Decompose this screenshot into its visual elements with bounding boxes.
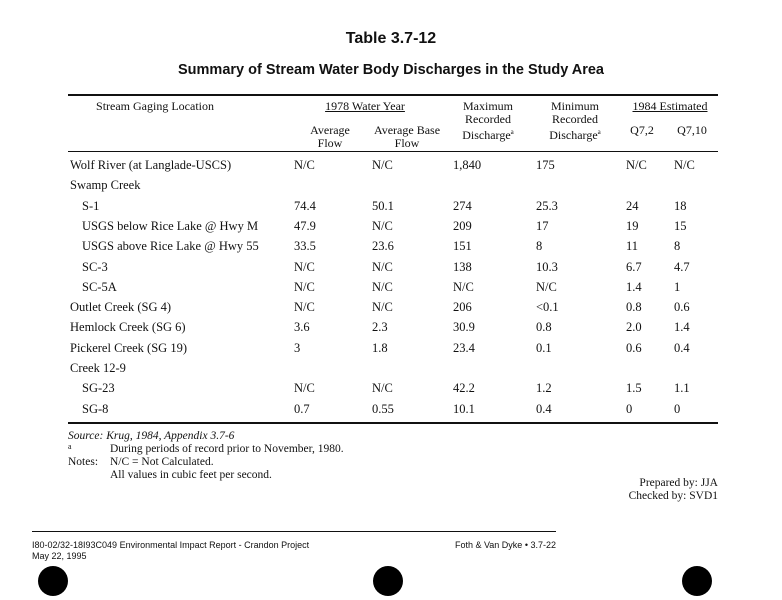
row-cell: 74.4 [294, 199, 316, 213]
row-cell: N/C [372, 219, 393, 233]
row-cell: 18 [674, 199, 687, 213]
row-cell: N/C [453, 280, 474, 294]
row-cell: 138 [453, 260, 472, 274]
row-cell: 10.3 [536, 260, 558, 274]
row-cell: N/C [372, 300, 393, 314]
row-cell: 1.4 [626, 280, 642, 294]
footer-rule [32, 531, 556, 532]
row-cell: 175 [536, 158, 555, 172]
row-cell: 3.6 [294, 320, 310, 334]
row-cell: 23.4 [453, 341, 475, 355]
row-cell: 4.7 [674, 260, 690, 274]
row-cell: 0.6 [674, 300, 690, 314]
row-cell: N/C [294, 280, 315, 294]
row-cell: 6.7 [626, 260, 642, 274]
footer-date: May 22, 1995 [32, 551, 87, 561]
row-label: Outlet Creek (SG 4) [70, 300, 172, 314]
row-cell: 206 [453, 300, 472, 314]
row-cell: 0 [626, 402, 633, 416]
row-cell: 1.1 [674, 381, 690, 395]
row-cell: N/C [372, 280, 393, 294]
row-cell: 0.8 [626, 300, 642, 314]
row-label: USGS above Rice Lake @ Hwy 55 [82, 239, 259, 253]
note-units: All values in cubic feet per second. [110, 469, 272, 481]
row-cell: 15 [674, 219, 687, 233]
row-label: Creek 12-9 [70, 361, 126, 375]
row-cell: 17 [536, 219, 549, 233]
row-cell: 19 [626, 219, 639, 233]
row-label: Pickerel Creek (SG 19) [70, 341, 187, 355]
note-not-calculated: N/C = Not Calculated. [110, 456, 214, 468]
row-label: SC-5A [82, 280, 117, 294]
row-label: Swamp Creek [70, 178, 141, 192]
footnote-text: During periods of record prior to November, 1980. [110, 443, 344, 455]
table-subtitle: Summary of Stream Water Body Discharges in the Study Area [178, 62, 604, 78]
row-cell: 0.55 [372, 402, 394, 416]
row-label: S-1 [82, 199, 100, 213]
row-cell: 1,840 [453, 158, 482, 172]
prepared-by: Prepared by: JJA [639, 477, 718, 489]
header-bottom-rule [68, 151, 718, 152]
row-cell: 11 [626, 239, 639, 253]
row-cell: 1.8 [372, 341, 388, 355]
header-q7-2: Q7,2 [630, 123, 654, 137]
row-cell: 0.6 [626, 341, 642, 355]
row-cell: <0.1 [536, 300, 559, 314]
row-cell: 1.2 [536, 381, 552, 395]
row-cell: 0.1 [536, 341, 552, 355]
table-title: Table 3.7-12 [345, 30, 437, 47]
table-top-rule [68, 94, 718, 96]
footer-document-id: I80-02/32-18I93C049 Environmental Impact Report - Crandon Project [32, 540, 310, 550]
binder-hole-right [682, 566, 712, 596]
row-cell: N/C [372, 260, 393, 274]
row-label: Wolf River (at Langlade-USCS) [70, 158, 232, 172]
row-cell: N/C [626, 158, 647, 172]
row-label: SC-3 [82, 260, 108, 274]
row-cell: N/C [294, 381, 315, 395]
row-cell: 209 [453, 219, 472, 233]
row-label: SG-23 [82, 381, 115, 395]
checked-by: Checked by: SVD1 [628, 490, 718, 502]
row-cell: 274 [453, 199, 472, 213]
row-cell: 50.1 [372, 199, 394, 213]
row-cell: N/C [536, 280, 557, 294]
row-cell: 0 [674, 402, 681, 416]
row-cell: N/C [294, 158, 315, 172]
footer-page-number: Foth & Van Dyke • 3.7-22 [454, 540, 556, 550]
row-cell: 10.1 [453, 402, 475, 416]
row-cell: 1.4 [674, 320, 690, 334]
table-bottom-rule [68, 422, 718, 424]
binder-hole-center [373, 566, 403, 596]
row-cell: N/C [372, 381, 393, 395]
header-q7-10: Q7,10 [677, 123, 707, 137]
row-cell: 33.5 [294, 239, 316, 253]
row-cell: N/C [294, 260, 315, 274]
binder-hole-left [38, 566, 68, 596]
row-cell: 30.9 [453, 320, 475, 334]
header-location: Stream Gaging Location [96, 99, 214, 113]
row-cell: N/C [294, 300, 315, 314]
row-cell: 0.4 [674, 341, 690, 355]
row-cell: 24 [626, 199, 639, 213]
row-cell: N/C [674, 158, 695, 172]
row-cell: 42.2 [453, 381, 475, 395]
row-cell: 8 [536, 239, 543, 253]
row-label: SG-8 [82, 402, 109, 416]
row-cell: 1 [674, 280, 681, 294]
row-cell: 0.8 [536, 320, 552, 334]
row-cell: 47.9 [294, 219, 316, 233]
notes-label: Notes: [68, 456, 99, 468]
header-1978-water-year: 1978 Water Year [325, 99, 405, 113]
row-cell: 8 [674, 239, 681, 253]
row-cell: 25.3 [536, 199, 558, 213]
row-cell: N/C [372, 158, 393, 172]
row-cell: 0.7 [294, 402, 310, 416]
header-max-discharge: Maximum Recorded Discharge$^a$ [462, 99, 514, 142]
row-cell: 2.3 [372, 320, 388, 334]
row-cell: 1.5 [626, 381, 642, 395]
row-cell: 23.6 [372, 239, 394, 253]
header-1984-estimated: 1984 Estimated [632, 99, 708, 113]
row-cell: 3 [294, 341, 301, 355]
header-average-flow: Average Flow [310, 123, 350, 150]
source-note: Source: Krug, 1984, Appendix 3.7-6 [68, 430, 235, 442]
row-cell: 151 [453, 239, 472, 253]
header-average-base-flow: Average Base Flow [373, 123, 441, 150]
header-min-discharge: Minimum Recorded Discharge$^a$ [549, 99, 601, 142]
row-label: Hemlock Creek (SG 6) [70, 320, 186, 334]
row-label: USGS below Rice Lake @ Hwy M [82, 219, 259, 233]
row-cell: 2.0 [626, 320, 642, 334]
row-cell: 0.4 [536, 402, 552, 416]
footnote-mark: a [68, 442, 72, 451]
